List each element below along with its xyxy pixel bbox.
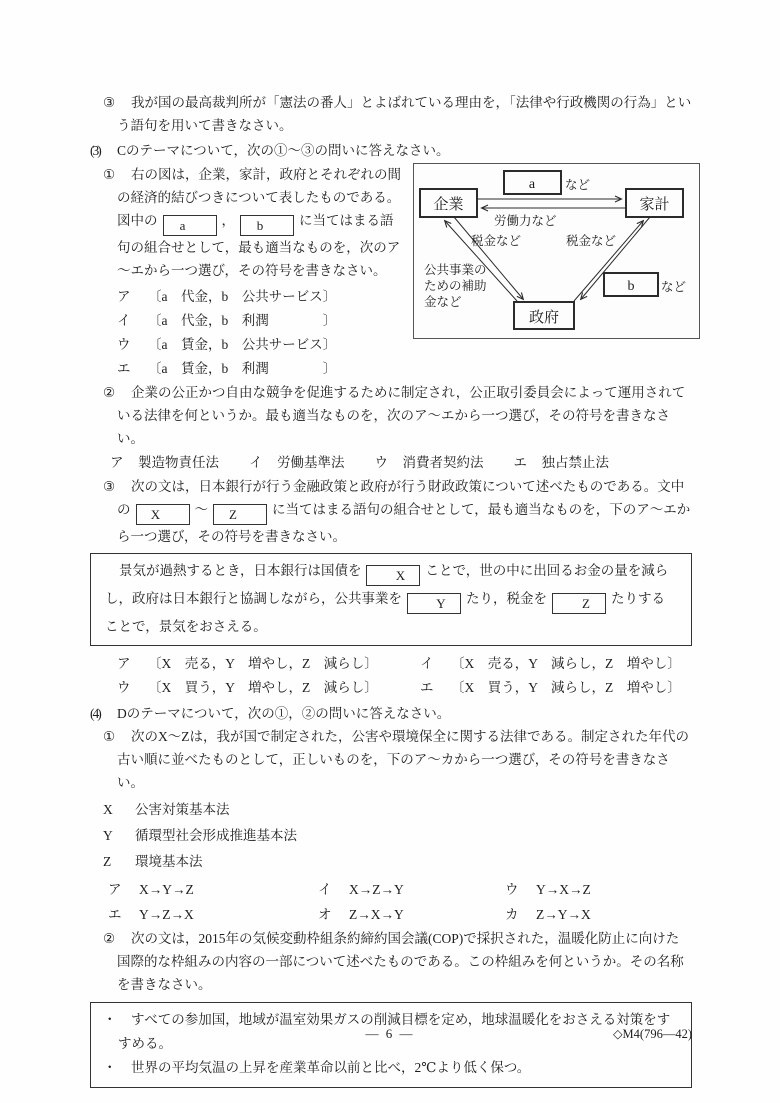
option-a	[117, 285, 401, 309]
option-u	[117, 333, 401, 357]
question-text: 次のX～Zは，我が国で制定された，公害や環境保全に関する法律である。制定された年代の古い順に並べたものとして，正しいものを，下のア～カから一つ選び，その符号を書きなさい。	[117, 729, 689, 790]
option-key: ウ	[117, 337, 131, 352]
government-label: 政府	[528, 310, 560, 326]
diagram-box-b-label: b	[627, 279, 635, 294]
law-x	[103, 797, 692, 823]
law-name: 公害対策基本法	[135, 802, 230, 817]
question-4-1-options	[108, 877, 692, 927]
lead-text: に当てはまる語句の組合せとして，最も適当なものを，次のア～エから一つ選び，その符号を書きなさい。	[117, 213, 401, 278]
option-key: ア	[108, 882, 122, 897]
section-number: (3)	[90, 143, 100, 158]
law-key: X	[103, 802, 113, 817]
option-key: ア	[117, 289, 131, 304]
bullet-text: 世界の平均気温の上昇を産業革命以前と比べ，2℃より低く保つ。	[131, 1060, 531, 1075]
question-number: ①	[103, 167, 116, 182]
option-value: 〔a 代金，b 利潤 〕	[148, 313, 337, 328]
bullet-icon: ・	[103, 1060, 117, 1075]
option-a	[117, 652, 420, 676]
bullet-item	[103, 1056, 679, 1080]
option-key: ウ	[505, 882, 519, 897]
household-label: 家計	[639, 197, 670, 213]
question-text: 次の文は，2015年の気候変動枠組条約締約国会議(COP)で採択された，温暖化防止に向けた国際的な枠組みの内容の一部について述べたものである。この枠組みを何というか。その名称を書きなさい。	[117, 931, 684, 992]
diagram-box-a-label: a	[528, 177, 536, 192]
law-key: Z	[103, 854, 112, 869]
option-u	[505, 877, 692, 902]
question-number: ③	[103, 95, 116, 110]
section-3-heading	[90, 139, 692, 162]
option-e	[117, 357, 401, 381]
law-name: 循環型社会形成推進基本法	[135, 828, 297, 843]
option-u	[117, 676, 420, 700]
option-value: 労働基準法	[277, 455, 345, 470]
tax-right-label: 税金など	[566, 234, 617, 248]
option-key: エ	[108, 907, 122, 922]
option-value: 独占禁止法	[541, 455, 609, 470]
subsidy-label-line1: 公共事業の	[424, 263, 487, 277]
question-3-1-text-column	[103, 163, 401, 381]
law-key: Y	[103, 828, 113, 843]
tax-left-label: 税金など	[471, 234, 522, 248]
option-key: エ	[420, 680, 434, 695]
option-key: イ	[117, 313, 131, 328]
section-4-heading	[90, 702, 692, 725]
subsidy-label-line2: ための補助	[424, 279, 487, 293]
question-number: ①	[103, 729, 116, 744]
economy-flow-diagram	[413, 163, 700, 339]
lead-text: ，	[221, 213, 235, 228]
option-key: ウ	[117, 680, 131, 695]
statement-text: 景気が過熱するとき，日本銀行は国債を	[119, 563, 362, 578]
option-value: 〔X 買う，Y 減らし，Z 増やし〕	[451, 680, 681, 695]
diagram-a-suffix: など	[565, 178, 591, 192]
question-4-1	[103, 725, 692, 794]
option-key: エ	[117, 361, 131, 376]
option-key: イ	[318, 882, 332, 897]
option-value: Z→X→Y	[349, 907, 404, 922]
laws-list	[103, 797, 692, 875]
policy-statement-box	[90, 553, 692, 646]
option-value: 〔a 賃金，b 公共サービス〕	[148, 337, 337, 352]
option-a	[108, 877, 318, 902]
diagram-b-suffix: など	[661, 280, 687, 294]
option-u	[375, 450, 484, 475]
company-label: 企業	[433, 197, 464, 213]
question-3-1	[103, 163, 692, 381]
question-3-1-options	[103, 285, 401, 381]
option-value: X→Y→Z	[139, 882, 194, 897]
option-e	[514, 450, 610, 475]
question-3-1-lead	[103, 163, 401, 282]
option-key: エ	[513, 455, 527, 470]
option-key: カ	[505, 907, 519, 922]
statement-box-y: Y	[407, 593, 461, 614]
bullet-icon: ・	[103, 1012, 117, 1027]
option-value: X→Z→Y	[349, 882, 404, 897]
statement-text: たりすることで，景気をおさえる。	[105, 591, 665, 634]
option-e	[108, 902, 318, 927]
law-y	[103, 823, 692, 849]
subsidy-label-line3: 金など	[424, 295, 462, 309]
arrow-household-to-government	[581, 217, 650, 299]
page-number: — 6 —	[365, 1026, 415, 1041]
option-value: Y→Z→X	[139, 907, 194, 922]
question-text: 企業の公正かつ自由な競争を促進するために制定され，公正取引委員会によって運用されている法律を何というか。最も適当なものを，次のア～エから一つ選び，その符号を書きなさい。	[117, 385, 686, 446]
option-value: 〔X 売る，Y 減らし，Z 増やし〕	[451, 656, 681, 671]
question-3-2-options	[110, 450, 692, 475]
statement-text: たり，税金を	[466, 591, 547, 606]
option-ka	[505, 902, 692, 927]
option-e	[420, 676, 692, 700]
statement-box-x: X	[366, 565, 420, 586]
question-number: ②	[103, 931, 116, 946]
question-text: 我が国の最高裁判所が「憲法の番人」とよばれている理由を，「法律や行政機関の行為」という語句を用いて書きなさい。	[117, 95, 692, 133]
option-a	[110, 450, 219, 475]
section-title: Cのテーマについて，次の①～③の問いに答えなさい。	[117, 143, 450, 158]
answer-box-z: Z	[213, 504, 267, 525]
option-value: 〔a 賃金，b 利潤 〕	[148, 361, 337, 376]
option-key: イ	[420, 656, 434, 671]
lead-text: 次の文は，日本銀行が行う金融政策と政府が行う財政政策について述べたものである。文中の	[117, 479, 685, 517]
option-value: 〔X 売る，Y 増やし，Z 減らし〕	[148, 656, 378, 671]
option-key: ア	[110, 455, 124, 470]
answer-box-x: X	[136, 504, 190, 525]
question-3-2	[103, 381, 692, 450]
lead-text: ～	[194, 502, 208, 517]
option-i	[249, 450, 345, 475]
option-key: ア	[117, 656, 131, 671]
question-3-3-options	[117, 652, 692, 700]
statement-box-z: Z	[552, 593, 606, 614]
option-value: 〔a 代金，b 公共サービス〕	[148, 289, 337, 304]
lead-text: に当てはまる語句の組合せとして，最も適当なものを，下のア～エから一つ選び，その符号を書きなさい。	[117, 502, 691, 544]
option-value: 製造物責任法	[138, 455, 219, 470]
law-name: 環境基本法	[135, 854, 203, 869]
agreement-summary-box	[90, 1002, 692, 1088]
lead-text: 右の図は，企業，家計，政府とそれぞれの間の経済的結びつきについて表したものである。図中の	[117, 167, 401, 228]
question-number: ②	[103, 385, 116, 400]
section-title: Dのテーマについて，次の①，②の問いに答えなさい。	[117, 706, 451, 721]
question-2-3	[103, 91, 692, 137]
section-number: (4)	[90, 706, 100, 721]
answer-box-a: a	[163, 215, 217, 236]
option-key: ウ	[374, 455, 388, 470]
option-value: 〔X 買う，Y 増やし，Z 減らし〕	[148, 680, 378, 695]
statement-text: ことで，世の中に出回るお金の量を減らし，政府は日本銀行と協調しながら，公共事業を	[105, 563, 669, 606]
document-code: ◇M4(796—42)	[612, 1027, 692, 1041]
option-i	[420, 652, 692, 676]
page-footer	[88, 1022, 692, 1042]
option-i	[117, 309, 401, 333]
question-4-2	[103, 927, 692, 996]
option-i	[318, 877, 505, 902]
option-key: オ	[318, 907, 332, 922]
option-key: イ	[249, 455, 263, 470]
question-3-3	[103, 475, 692, 548]
labor-label: 労働力など	[494, 214, 557, 228]
option-value: Z→Y→X	[536, 907, 591, 922]
option-value: 消費者契約法	[402, 455, 484, 470]
option-o	[318, 902, 505, 927]
bullet-text: すべての参加国，地域が温室効果ガスの削減目標を定め，地球温暖化をおさえる対策をすすめる。	[118, 1012, 671, 1051]
law-z	[103, 849, 692, 875]
question-number: ③	[103, 479, 116, 494]
option-value: Y→X→Z	[536, 882, 591, 897]
answer-box-b: b	[240, 215, 294, 236]
